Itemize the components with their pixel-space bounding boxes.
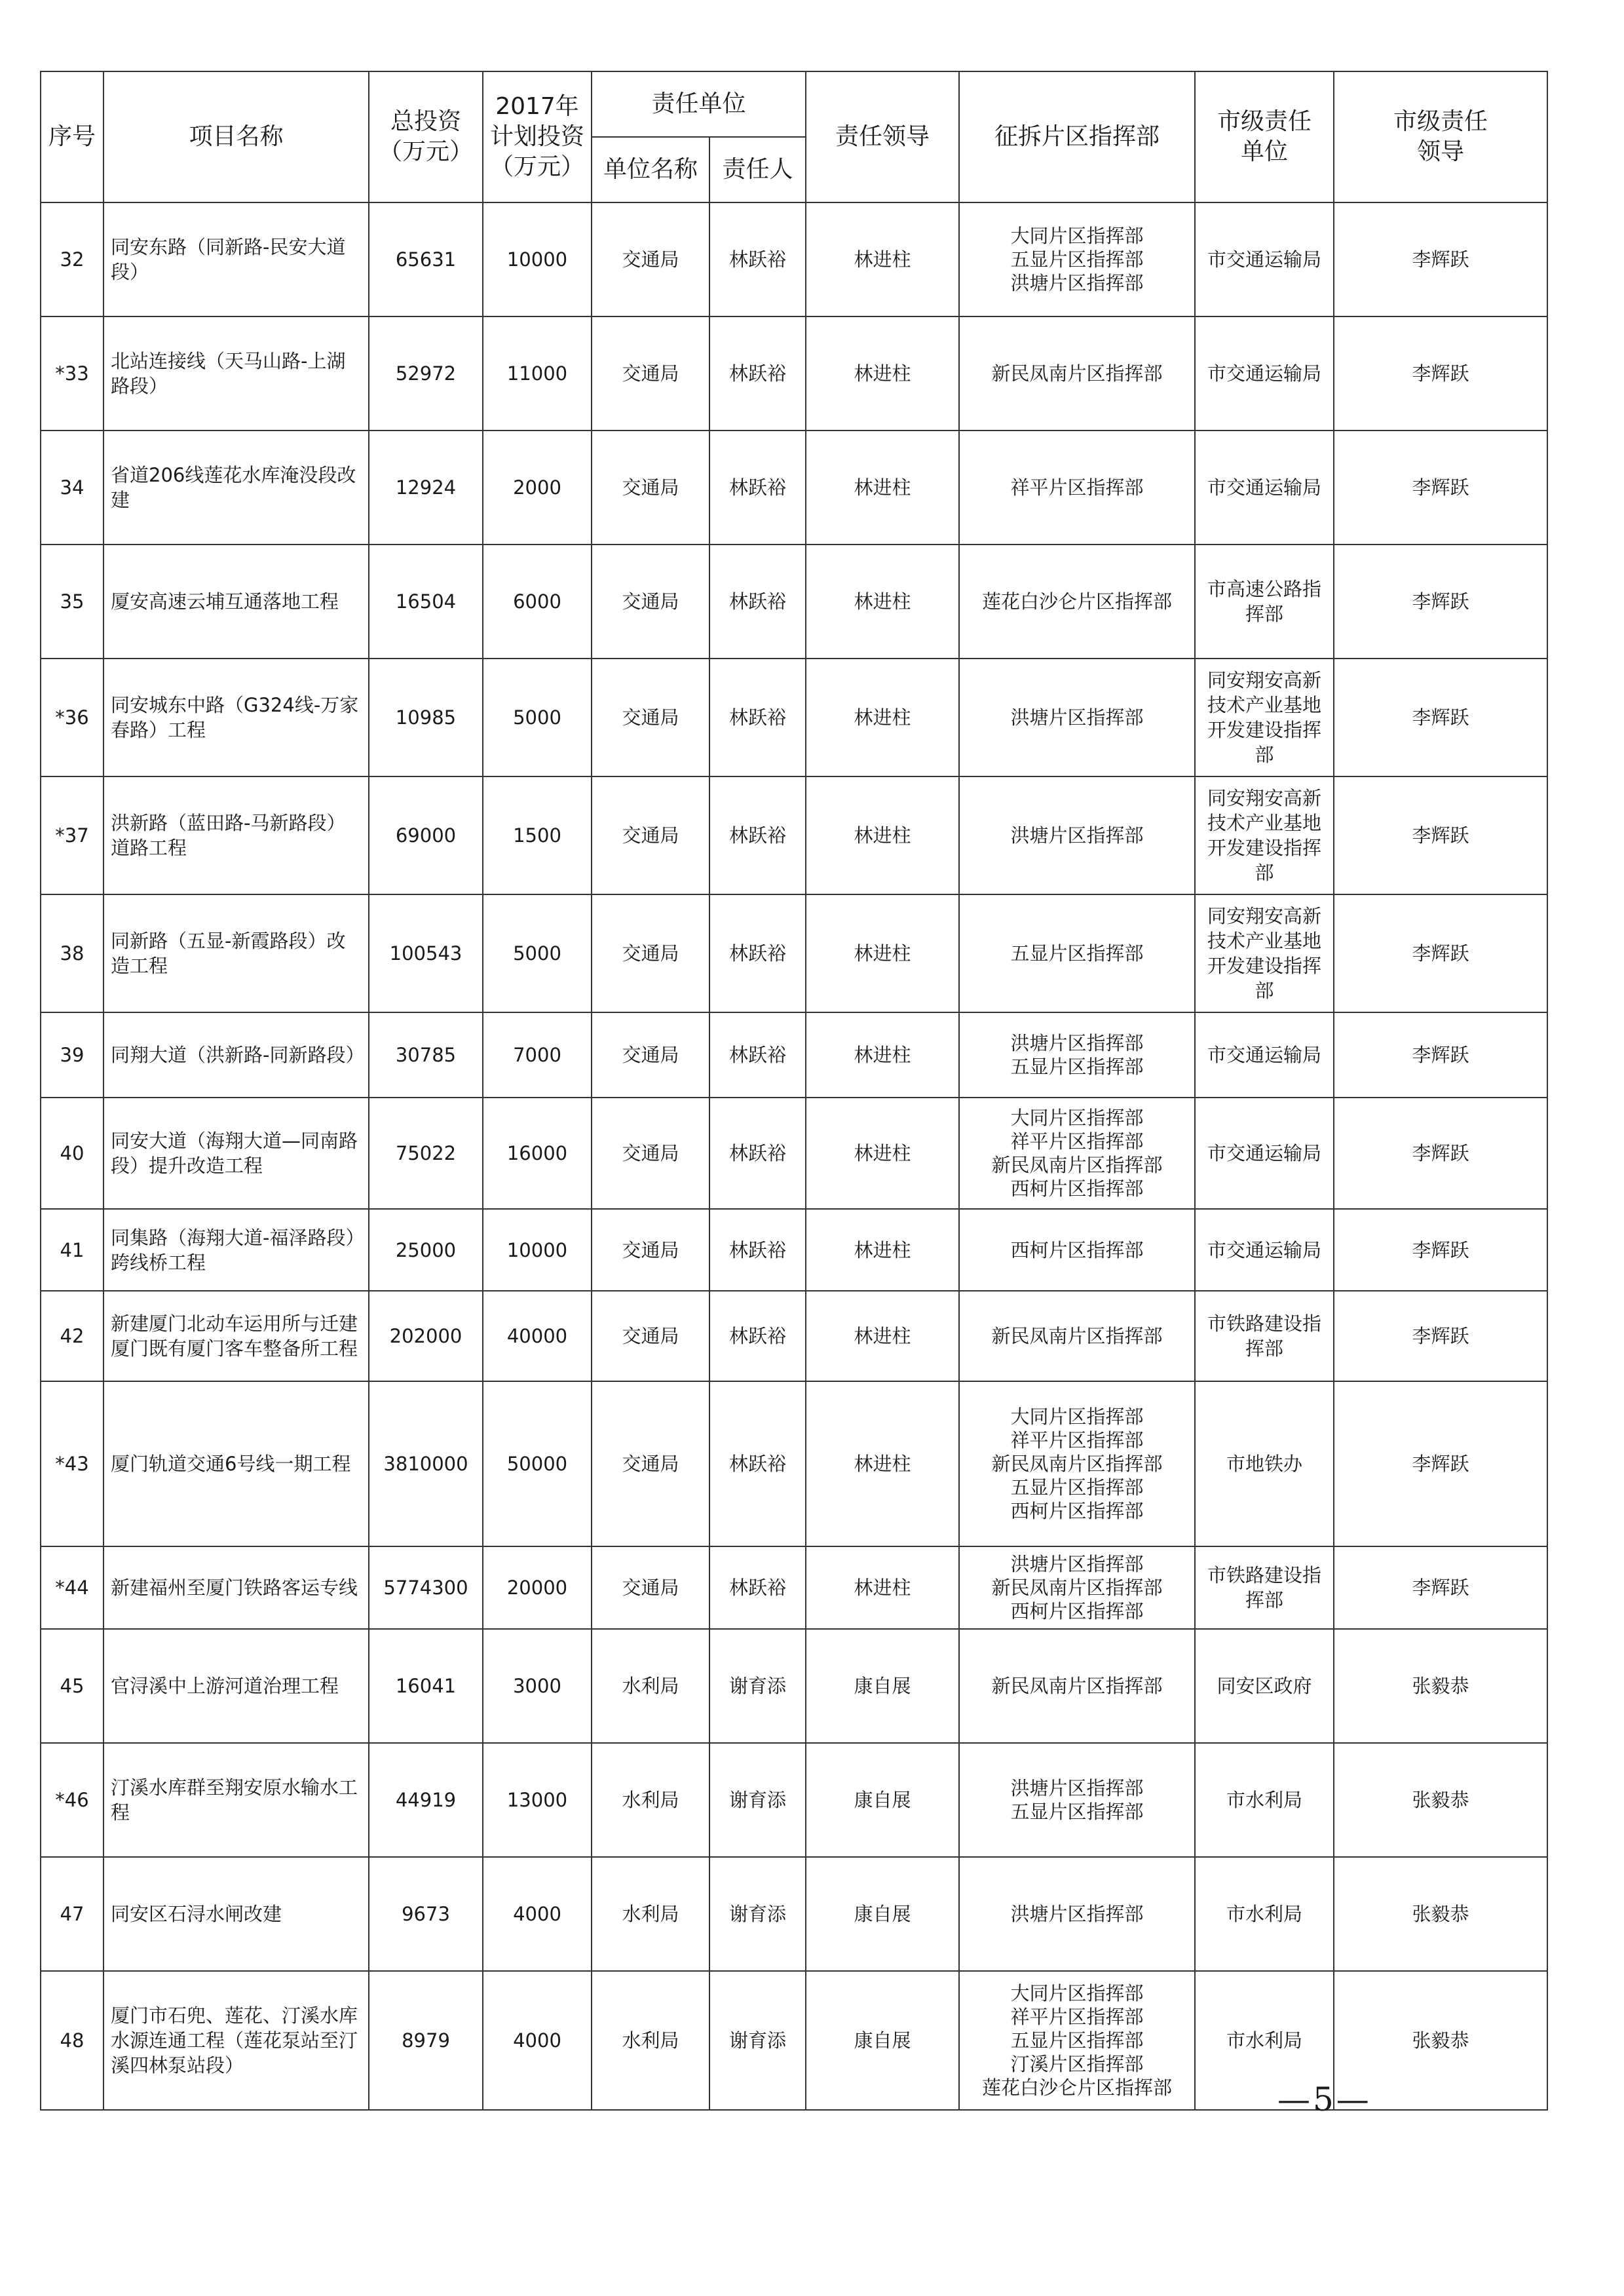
seq-cell: 39 [41, 1012, 104, 1098]
unit-name-cell: 交通局 [592, 202, 709, 316]
responsible-leader-cell: 林进柱 [806, 1381, 959, 1546]
table-row [41, 202, 1547, 316]
total-investment-cell: 16041 [369, 1629, 483, 1743]
total-investment-cell: 65631 [369, 202, 483, 316]
seq-cell: *46 [41, 1743, 104, 1857]
table-row [41, 545, 1547, 659]
table-row [41, 1098, 1547, 1209]
city-unit-cell: 市水利局 [1195, 1857, 1334, 1971]
unit-name-cell: 交通局 [592, 776, 709, 894]
table-row [41, 659, 1547, 776]
seq-cell: *36 [41, 659, 104, 776]
project-name-cell: 省道206线莲花水库淹没段改建 [104, 430, 369, 545]
city-leader-cell: 李辉跃 [1334, 1381, 1547, 1546]
total-investment-cell: 9673 [369, 1857, 483, 1971]
project-name-cell: 同安大道（海翔大道—同南路段）提升改造工程 [104, 1098, 369, 1209]
responsible-leader-cell: 林进柱 [806, 545, 959, 659]
unit-name-cell: 交通局 [592, 430, 709, 545]
responsible-person-cell: 谢育添 [709, 1857, 806, 1971]
unit-name-cell: 交通局 [592, 1291, 709, 1381]
project-name-cell: 厦门轨道交通6号线一期工程 [104, 1381, 369, 1546]
total-investment-cell: 75022 [369, 1098, 483, 1209]
plan-investment-cell: 2000 [483, 430, 592, 545]
city-unit-cell: 同安翔安高新技术产业基地开发建设指挥部 [1195, 659, 1334, 776]
plan-investment-cell: 20000 [483, 1546, 592, 1629]
city-unit-cell: 市交通运输局 [1195, 1098, 1334, 1209]
city-unit-cell: 市铁路建设指挥部 [1195, 1546, 1334, 1629]
seq-cell: *43 [41, 1381, 104, 1546]
city-unit-cell: 市交通运输局 [1195, 316, 1334, 430]
unit-name-cell: 交通局 [592, 545, 709, 659]
table-row [41, 430, 1547, 545]
header-city-leader: 市级责任 领导 [1334, 71, 1547, 202]
responsible-leader-cell: 林进柱 [806, 1209, 959, 1291]
city-unit-cell: 市地铁办 [1195, 1381, 1334, 1546]
city-unit-cell: 市交通运输局 [1195, 202, 1334, 316]
plan-investment-cell: 13000 [483, 1743, 592, 1857]
header-responsible-person: 责任人 [709, 137, 806, 202]
command-cell: 大同片区指挥部 祥平片区指挥部 新民凤南片区指挥部 五显片区指挥部 西柯片区指挥部 [959, 1381, 1195, 1546]
city-leader-cell: 李辉跃 [1334, 202, 1547, 316]
total-investment-cell: 69000 [369, 776, 483, 894]
header-city-unit: 市级责任 单位 [1195, 71, 1334, 202]
seq-cell: *33 [41, 316, 104, 430]
responsible-leader-cell: 康自展 [806, 1971, 959, 2110]
responsible-person-cell: 林跃裕 [709, 1291, 806, 1381]
command-cell: 西柯片区指挥部 [959, 1209, 1195, 1291]
command-cell: 五显片区指挥部 [959, 894, 1195, 1012]
total-investment-cell: 202000 [369, 1291, 483, 1381]
project-name-cell: 新建福州至厦门铁路客运专线 [104, 1546, 369, 1629]
unit-name-cell: 水利局 [592, 1857, 709, 1971]
responsible-person-cell: 林跃裕 [709, 1012, 806, 1098]
responsible-person-cell: 林跃裕 [709, 1098, 806, 1209]
total-investment-cell: 52972 [369, 316, 483, 430]
city-unit-cell: 市高速公路指挥部 [1195, 545, 1334, 659]
command-cell: 大同片区指挥部 五显片区指挥部 洪塘片区指挥部 [959, 202, 1195, 316]
table-row [41, 316, 1547, 430]
responsible-leader-cell: 林进柱 [806, 430, 959, 545]
unit-name-cell: 交通局 [592, 1098, 709, 1209]
seq-cell: 45 [41, 1629, 104, 1743]
responsible-leader-cell: 林进柱 [806, 1098, 959, 1209]
seq-cell: *44 [41, 1546, 104, 1629]
responsible-leader-cell: 林进柱 [806, 1012, 959, 1098]
unit-name-cell: 交通局 [592, 1546, 709, 1629]
city-leader-cell: 李辉跃 [1334, 316, 1547, 430]
responsible-leader-cell: 康自展 [806, 1629, 959, 1743]
responsible-person-cell: 林跃裕 [709, 430, 806, 545]
table-row [41, 1381, 1547, 1546]
header-project-name: 项目名称 [104, 71, 369, 202]
project-name-cell: 厦门市石兜、莲花、汀溪水库水源连通工程（莲花泵站至汀溪四林泵站段） [104, 1971, 369, 2110]
total-investment-cell: 16504 [369, 545, 483, 659]
responsible-leader-cell: 林进柱 [806, 1546, 959, 1629]
plan-investment-cell: 16000 [483, 1098, 592, 1209]
responsible-leader-cell: 林进柱 [806, 1291, 959, 1381]
plan-investment-cell: 10000 [483, 1209, 592, 1291]
plan-investment-cell: 50000 [483, 1381, 592, 1546]
header-2017-plan: 2017年 计划投资 （万元） [483, 71, 592, 202]
responsible-person-cell: 林跃裕 [709, 202, 806, 316]
responsible-leader-cell: 林进柱 [806, 894, 959, 1012]
command-cell: 洪塘片区指挥部 [959, 776, 1195, 894]
unit-name-cell: 交通局 [592, 316, 709, 430]
command-cell: 莲花白沙仑片区指挥部 [959, 545, 1195, 659]
plan-investment-cell: 5000 [483, 894, 592, 1012]
unit-name-cell: 交通局 [592, 1209, 709, 1291]
total-investment-cell: 8979 [369, 1971, 483, 2110]
unit-name-cell: 交通局 [592, 1012, 709, 1098]
total-investment-cell: 12924 [369, 430, 483, 545]
command-cell: 洪塘片区指挥部 五显片区指挥部 [959, 1743, 1195, 1857]
plan-investment-cell: 40000 [483, 1291, 592, 1381]
total-investment-cell: 10985 [369, 659, 483, 776]
responsible-leader-cell: 康自展 [806, 1857, 959, 1971]
command-cell: 新民凤南片区指挥部 [959, 1629, 1195, 1743]
project-name-cell: 北站连接线（天马山路-上湖路段） [104, 316, 369, 430]
city-unit-cell: 市铁路建设指挥部 [1195, 1291, 1334, 1381]
responsible-leader-cell: 林进柱 [806, 776, 959, 894]
unit-name-cell: 交通局 [592, 894, 709, 1012]
city-leader-cell: 张毅恭 [1334, 1971, 1547, 2110]
city-leader-cell: 张毅恭 [1334, 1743, 1547, 1857]
responsible-leader-cell: 康自展 [806, 1743, 959, 1857]
city-leader-cell: 李辉跃 [1334, 545, 1547, 659]
city-leader-cell: 李辉跃 [1334, 430, 1547, 545]
project-name-cell: 同安东路（同新路-民安大道段） [104, 202, 369, 316]
city-leader-cell: 李辉跃 [1334, 1098, 1547, 1209]
header-demolition-command: 征拆片区指挥部 [959, 71, 1195, 202]
project-name-cell: 同集路（海翔大道-福泽路段）跨线桥工程 [104, 1209, 369, 1291]
city-unit-cell: 同安翔安高新技术产业基地开发建设指挥部 [1195, 894, 1334, 1012]
project-table [40, 71, 1548, 2111]
city-unit-cell: 同安翔安高新技术产业基地开发建设指挥部 [1195, 776, 1334, 894]
seq-cell: 35 [41, 545, 104, 659]
city-leader-cell: 李辉跃 [1334, 1209, 1547, 1291]
responsible-person-cell: 林跃裕 [709, 1209, 806, 1291]
city-unit-cell: 市水利局 [1195, 1971, 1334, 2110]
responsible-person-cell: 林跃裕 [709, 776, 806, 894]
plan-investment-cell: 6000 [483, 545, 592, 659]
city-leader-cell: 李辉跃 [1334, 776, 1547, 894]
seq-cell: *37 [41, 776, 104, 894]
table-row [41, 1857, 1547, 1971]
city-unit-cell: 市交通运输局 [1195, 1012, 1334, 1098]
unit-name-cell: 交通局 [592, 1381, 709, 1546]
total-investment-cell: 44919 [369, 1743, 483, 1857]
unit-name-cell: 水利局 [592, 1743, 709, 1857]
responsible-leader-cell: 林进柱 [806, 202, 959, 316]
project-name-cell: 厦安高速云埔互通落地工程 [104, 545, 369, 659]
seq-cell: 42 [41, 1291, 104, 1381]
command-cell: 新民凤南片区指挥部 [959, 1291, 1195, 1381]
project-name-cell: 同新路（五显-新霞路段）改造工程 [104, 894, 369, 1012]
plan-investment-cell: 11000 [483, 316, 592, 430]
project-name-cell: 同安城东中路（G324线-万家春路）工程 [104, 659, 369, 776]
city-unit-cell: 市交通运输局 [1195, 1209, 1334, 1291]
command-cell: 洪塘片区指挥部 [959, 659, 1195, 776]
city-leader-cell: 李辉跃 [1334, 1546, 1547, 1629]
seq-cell: 48 [41, 1971, 104, 2110]
command-cell: 新民凤南片区指挥部 [959, 316, 1195, 430]
project-name-cell: 洪新路（蓝田路-马新路段）道路工程 [104, 776, 369, 894]
city-unit-cell: 市水利局 [1195, 1743, 1334, 1857]
unit-name-cell: 交通局 [592, 659, 709, 776]
header-total-investment: 总投资 （万元） [369, 71, 483, 202]
city-leader-cell: 李辉跃 [1334, 659, 1547, 776]
city-leader-cell: 张毅恭 [1334, 1857, 1547, 1971]
responsible-person-cell: 林跃裕 [709, 1546, 806, 1629]
plan-investment-cell: 1500 [483, 776, 592, 894]
table-row [41, 1743, 1547, 1857]
seq-cell: 47 [41, 1857, 104, 1971]
total-investment-cell: 25000 [369, 1209, 483, 1291]
city-leader-cell: 李辉跃 [1334, 1012, 1547, 1098]
project-name-cell: 同翔大道（洪新路-同新路段） [104, 1012, 369, 1098]
total-investment-cell: 5774300 [369, 1546, 483, 1629]
seq-cell: 34 [41, 430, 104, 545]
plan-investment-cell: 4000 [483, 1857, 592, 1971]
city-leader-cell: 张毅恭 [1334, 1629, 1547, 1743]
plan-investment-cell: 7000 [483, 1012, 592, 1098]
header-seq: 序号 [41, 71, 104, 202]
responsible-leader-cell: 林进柱 [806, 316, 959, 430]
project-name-cell: 官浔溪中上游河道治理工程 [104, 1629, 369, 1743]
responsible-leader-cell: 林进柱 [806, 659, 959, 776]
responsible-person-cell: 谢育添 [709, 1971, 806, 2110]
responsible-person-cell: 林跃裕 [709, 659, 806, 776]
responsible-person-cell: 林跃裕 [709, 545, 806, 659]
project-name-cell: 同安区石浔水闸改建 [104, 1857, 369, 1971]
plan-investment-cell: 5000 [483, 659, 592, 776]
table-row [41, 1209, 1547, 1291]
total-investment-cell: 30785 [369, 1012, 483, 1098]
project-name-cell: 汀溪水库群至翔安原水输水工程 [104, 1743, 369, 1857]
city-unit-cell: 同安区政府 [1195, 1629, 1334, 1743]
city-leader-cell: 李辉跃 [1334, 894, 1547, 1012]
seq-cell: 32 [41, 202, 104, 316]
plan-investment-cell: 4000 [483, 1971, 592, 2110]
plan-investment-cell: 10000 [483, 202, 592, 316]
total-investment-cell: 3810000 [369, 1381, 483, 1546]
unit-name-cell: 水利局 [592, 1629, 709, 1743]
header-responsible-unit: 责任单位 [592, 71, 806, 137]
project-name-cell: 新建厦门北动车运用所与迁建厦门既有厦门客车整备所工程 [104, 1291, 369, 1381]
table-row [41, 1012, 1547, 1098]
seq-cell: 38 [41, 894, 104, 1012]
plan-investment-cell: 3000 [483, 1629, 592, 1743]
table-row [41, 1629, 1547, 1743]
page-number: —5— [1277, 2080, 1372, 2118]
command-cell: 大同片区指挥部 祥平片区指挥部 五显片区指挥部 汀溪片区指挥部 莲花白沙仑片区指挥部 [959, 1971, 1195, 2110]
command-cell: 洪塘片区指挥部 [959, 1857, 1195, 1971]
header-responsible-leader: 责任领导 [806, 71, 959, 202]
seq-cell: 41 [41, 1209, 104, 1291]
command-cell: 洪塘片区指挥部 新民凤南片区指挥部 西柯片区指挥部 [959, 1546, 1195, 1629]
command-cell: 洪塘片区指挥部 五显片区指挥部 [959, 1012, 1195, 1098]
city-leader-cell: 李辉跃 [1334, 1291, 1547, 1381]
unit-name-cell: 水利局 [592, 1971, 709, 2110]
header-unit-name: 单位名称 [592, 137, 709, 202]
command-cell: 大同片区指挥部 祥平片区指挥部 新民凤南片区指挥部 西柯片区指挥部 [959, 1098, 1195, 1209]
responsible-person-cell: 林跃裕 [709, 894, 806, 1012]
table-row [41, 776, 1547, 894]
total-investment-cell: 100543 [369, 894, 483, 1012]
seq-cell: 40 [41, 1098, 104, 1209]
responsible-person-cell: 林跃裕 [709, 316, 806, 430]
table-row [41, 894, 1547, 1012]
table-row [41, 1546, 1547, 1629]
command-cell: 祥平片区指挥部 [959, 430, 1195, 545]
responsible-person-cell: 林跃裕 [709, 1381, 806, 1546]
responsible-person-cell: 谢育添 [709, 1629, 806, 1743]
table-row [41, 1291, 1547, 1381]
responsible-person-cell: 谢育添 [709, 1743, 806, 1857]
city-unit-cell: 市交通运输局 [1195, 430, 1334, 545]
